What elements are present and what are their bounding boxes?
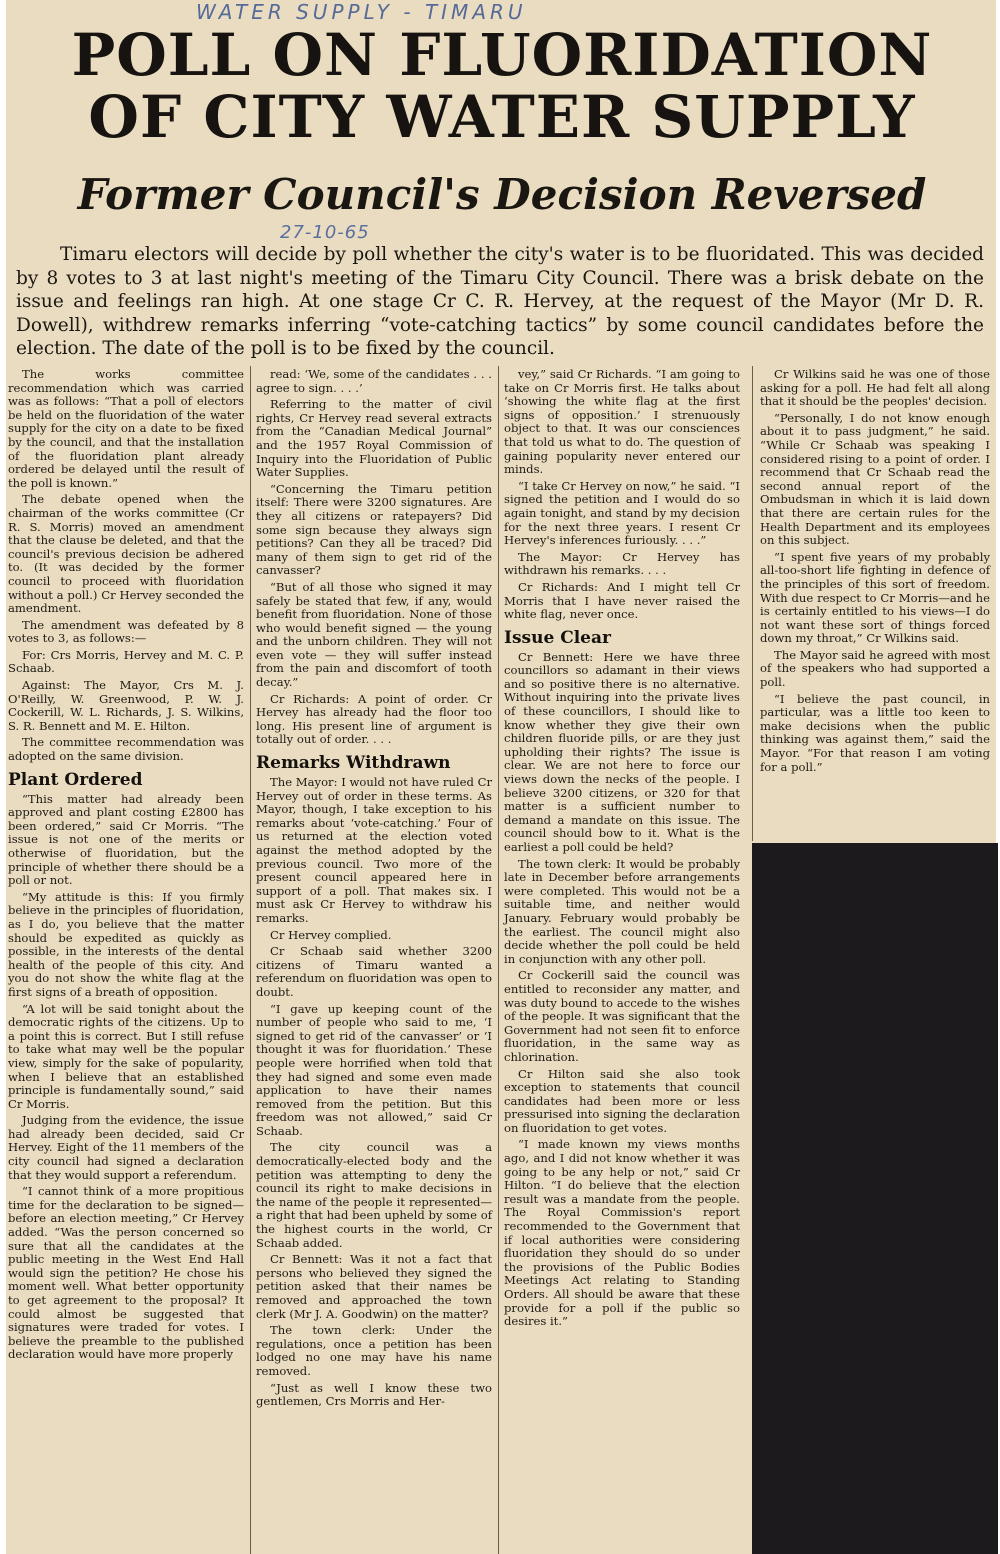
article-paragraph: The amendment was defeated by 8 votes to 3, as follows:— — [8, 617, 244, 646]
article-paragraph: The town clerk: Under the regulations, once a petition has been lodged no one may have his name removed. — [256, 1323, 492, 1378]
article-column-1 — [8, 368, 244, 1554]
article-paragraph: Cr Hervey complied. — [270, 927, 392, 942]
section-heading: Issue Clear — [504, 627, 611, 648]
article-paragraph: Cr Richards: A point of order. Cr Hervey has already had the floor too long. His present line of argument is totally out of order. . . . — [256, 691, 492, 747]
article-paragraph: The town clerk: It would be probably late in December before arrangements were completed. This would not be a suitable time, and neither would January. February would probably be the earliest. The council might also decide whether the poll could be held in conjunction with any other poll. — [504, 856, 740, 966]
article-paragraph: The Mayor: Cr Hervey has withdrawn his remarks. . . . — [504, 549, 740, 578]
article-paragraph: “But of all those who signed it may safely be stated that few, if any, would benefit from fluoridation. None of those who would benefit signed — the young and the unborn children. They will not even vote — they will suffer instead from the pain and discomfort of tooth decay.” — [256, 579, 492, 690]
article-paragraph: The committee recommendation was adopted on the same division. — [8, 735, 244, 764]
column-rule — [498, 366, 499, 1554]
article-paragraph: “Personally, I do not know enough about it to pass judgment,” he said. “While Cr Schaab was speaking I considered rising to a point of order. I recommend that Cr Schaab read the second annual report of the Ombudsman in which it is laid down that there are certain rules for the Health Department and its employees on this subject. — [760, 410, 990, 548]
headline-line-1: POLL ON FLUORIDATION — [71, 21, 933, 89]
article-paragraph: The debate opened when the chairman of the works committee (Cr R. S. Morris) moved an amendment that the clause be deleted, and that the council's previous decision be adhered to. (It was decided by the former council to proceed with fluoridation without a poll.) Cr Hervey seconded the amendment. — [8, 492, 244, 616]
article-paragraph: “I gave up keeping count of the number of people who said to me, ‘I signed to get rid of the canvasser’ or ‘I thought it was for fluoridation.’ These people were horrified when told that they had signed and some even made application to have their names removed from the petition. But this freedom was not allowed,” said Cr Schaab. — [256, 1001, 492, 1138]
article-paragraph: “I spent five years of my probably all-too-short life fighting in defence of the principles of this sort of freedom. With due respect to Cr Morris—and he is certainly entitled to his views—I do not want these sort of things forced down my throat,” Cr Wilkins said. — [760, 549, 990, 646]
article-paragraph: Against: The Mayor, Crs M. J. O'Reilly, W. Greenwood, P. W. J. Cockerill, W. L. Richards, J. S. Wilkins, S. R. Bennett and M. E. Hilton. — [8, 678, 244, 733]
article-paragraph: “Just as well I know these two gentlemen, Crs Morris and Her- — [256, 1380, 492, 1409]
article-paragraph: Cr Hilton said she also took exception to statements that council candidates had been more or less pressurised into signing the declaration on fluoridation to get votes. — [504, 1066, 740, 1135]
headline-line-2: OF CITY WATER SUPPLY — [88, 83, 916, 151]
article-paragraph: “I take Cr Hervey on now,” he said. “I signed the petition and I would do so again tonight, and stand by my decision for the next three years. I resent Cr Hervey's inferences furiously. . . .” — [504, 478, 740, 548]
article-paragraph: The city council was a democratically-elected body and the petition was attempting to deny the council its right to make decisions in the name of the people it represented—a right that had been upheld by some of the highest courts in the world, Cr Schaab added. — [256, 1140, 492, 1250]
article-paragraph: Referring to the matter of civil rights, Cr Hervey read several extracts from the “Canadian Medical Journal” and the 1957 Royal Commission of Inquiry into the Fluoridation of Public Water Supplies. — [256, 397, 492, 480]
article-paragraph: Cr Cockerill said the council was entitled to reconsider any matter, and was duty bound to accede to the wishes of the people. It was significant that the Government had not seen fit to enforce fluoridation, in the same way as chlorination. — [504, 968, 740, 1064]
article-paragraph: Cr Wilkins said he was one of those asking for a poll. He had felt all along that it should be the peoples' decision. — [760, 367, 990, 409]
article-paragraph: Cr Bennett: Was it not a fact that persons who believed they signed the petition asked that their names be removed and approached the town clerk (Mr J. A. Goodwin) on the matter? — [256, 1252, 492, 1321]
column-rule — [250, 366, 251, 1554]
article-paragraph: vey,” said Cr Richards. “I am going to take on Cr Morris first. He talks about ‘showing the white flag at the first signs of opposition.’ I strenuously object to that. It was our consciences that told us what to do. The question of gaining popularity never entered our minds. — [504, 367, 740, 477]
article-column-2 — [256, 368, 492, 1554]
column-rule — [752, 366, 753, 841]
article-paragraph: “My attitude is this: If you firmly believe in the principles of fluoridation, as I do, you believe that the matter should be expedited as quickly as possible, in the interests of the dental health of the people of this city. And you do not show the white flag at the first signs of a breath of opposition. — [8, 889, 244, 999]
article-paragraph: read: ‘We, some of the candidates . . . agree to sign. . . .’ — [256, 367, 492, 395]
article-paragraph: Cr Richards: And I might tell Cr Morris that I have never raised the white flag, never once. — [504, 579, 740, 622]
article-paragraph: The Mayor: I would not have ruled Cr Hervey out of order in these terms. As Mayor, though, I take exception to his remarks about ‘vote-catching.’ Four of us returned at the election voted against the method adopted by the previous council. Two more of the present council appeared here in support of a poll. That makes six. I must ask Cr Hervey to withdraw his remarks. — [256, 775, 493, 925]
handwritten-note: WATER SUPPLY - TIMARU — [196, 0, 527, 24]
article-paragraph: “I cannot think of a more propitious time for the declaration to be signed—before an election meeting,” Cr Hervey added. “Was the person concerned so sure that all the candidates at the public meeting in the West End Hall would sign the petition? He chose his moment well. What better opportunity to get agreement to the proposal? It could almost be suggested that signatures were traded for votes. I believe the preamble to the published declaration would have more properly — [8, 1184, 244, 1362]
article-paragraph: “Concerning the Timaru petition itself: There were 3200 signatures. Are they all citizens or ratepayers? Did some sign because they always sign petitions? Can they all be traced? Did many of them sign to get rid of the canvasser? — [256, 481, 492, 578]
article-paragraph: The Mayor said he agreed with most of the speakers who had supported a poll. — [760, 647, 990, 690]
subheadline: Former Council's Decision Reversed — [77, 170, 927, 219]
article-paragraph: Cr Schaab said whether 3200 citizens of Timaru wanted a referendum on fluoridation was open to doubt. — [256, 944, 492, 999]
article-paragraph: “I believe the past council, in particular, was a little too keen to make decisions when the public thinking was against them,” said the Mayor. “For that reason I am voting for a poll.” — [760, 691, 990, 774]
scan-background — [752, 843, 998, 1554]
article-column-4 — [760, 368, 990, 843]
article-paragraph: Judging from the evidence, the issue had already been decided, said Cr Hervey. Eight of the 11 members of the city council had signed a declaration that they would support a referendum. — [8, 1113, 244, 1182]
article-paragraph: For: Crs Morris, Hervey and M. C. P. Schaab. — [8, 647, 244, 676]
article-paragraph: “I made known my views months ago, and I did not know whether it was going to be any help or not,” said Cr Hilton. “I do believe that the election result was a mandate from the people. The Royal Commission's report recommended to the Government that if local authorities were considering fluoridation they should do so under the provisions of the Public Bodies Meetings Act relating to Standing Orders. All should be aware that these provide for a poll if the public so desires it.” — [504, 1137, 740, 1329]
handwritten-date: 27-10-65 — [280, 222, 370, 243]
article-paragraph: Cr Bennett: Here we have three councillors so adamant in their views and so positive there is no alternative. Without inquiring into the private lives of these councillors, I should like to know whether they give their own children fluoride pills, or are they just upholding their rights? The issue is clear. We are not here to force our views down the necks of the people. I believe 3200 citizens, or 320 for that matter is a sufficient number to demand a mandate on this issue. The council should bow to it. What is the earliest a poll could be held? — [504, 649, 740, 854]
article-paragraph: The works committee recommendation which was carried was as follows: “That a poll of electors be held on the fluoridation of the water supply for the city on a date to be fixed by the council, and that the installation of the fluoridation plant already ordered be delayed until the result of the poll is known.” — [8, 367, 244, 490]
article-column-3 — [504, 368, 740, 1554]
section-heading: Remarks Withdrawn — [256, 753, 451, 774]
intro-paragraph: Timaru electors will decide by poll whether the city's water is to be fluoridated. This was decided by 8 votes to 3 at last night's meeting of the Timaru City Council. There was a brisk debate on the issue and feelings ran high. At one stage Cr C. R. Hervey, at the request of the Mayor (Mr D. R. Dowell), withdrew remarks inferring “vote-catching tactics” by some council candidates before the election. The date of the poll is to be fixed by the council. — [16, 244, 984, 359]
article-paragraph: “This matter had already been approved and plant costing £2800 has been ordered,” said Cr Morris. “The issue is not one of the merits or otherwise of fluoridation, but the principle of whether there should be a poll or not. — [8, 791, 244, 888]
article-paragraph: “A lot will be said tonight about the democratic rights of the citizens. Up to a point this is correct. But I still refuse to take what may well be the popular view, simply for the sake of popularity, when I believe that an established principle is fundamentally sound,” said Cr Morris. — [8, 1001, 244, 1111]
section-heading: Plant Ordered — [8, 769, 143, 790]
